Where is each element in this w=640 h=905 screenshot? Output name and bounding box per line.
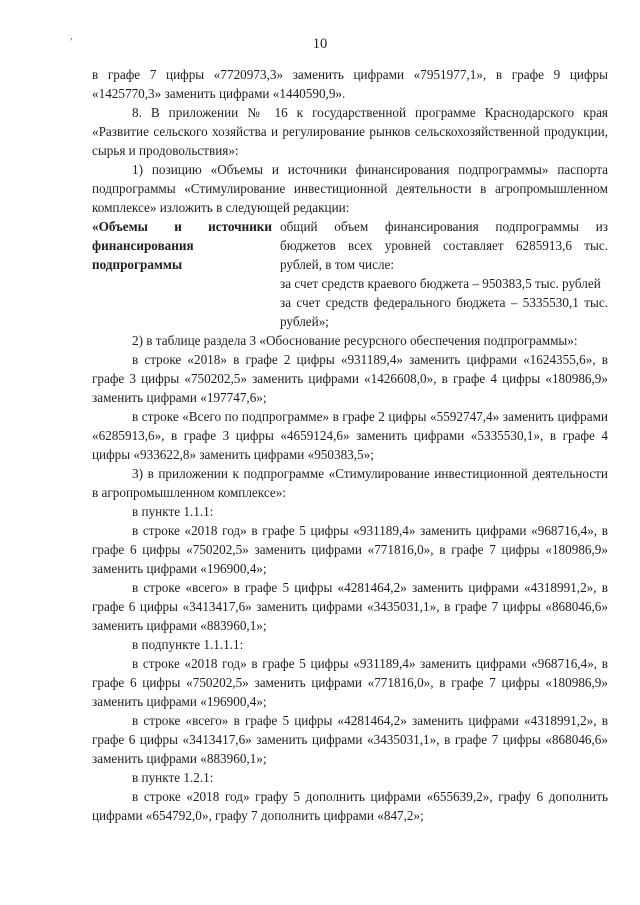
paragraph: в графе 7 цифры «7720973,3» заменить цифрами «7951977,1», в графе 9 цифры «1425770,3» заменить цифрами «1440590,9». [92,67,608,101]
paragraph: 2) в таблице раздела 3 «Обоснование ресурсного обеспечения подпрограммы»: [132,333,578,348]
paragraph: в пункте 1.2.1: [132,770,214,785]
paragraph: 8. В приложении № 16 к государственной программе Краснодарского края «Развитие сельского хозяйства и регулирование рынков сельскохозяйственной продукции, сырья и продовольствия»: [92,105,608,158]
paragraph: 3) в приложении к подпрограмме «Стимулирование инвестиционной деятельности в агропромышленном комплексе»: [92,466,608,500]
passport-line: общий объем финансирования подпрограммы из бюджетов всех уровней составляет 6285913,6 тыс. рублей, в том числе: [280,219,608,272]
page-number: 10 [312,36,328,52]
paragraph: в строке «всего» в графе 5 цифры «4281464,2» заменить цифрами «4318991,2», в графе 6 цифры «3413417,6» заменить цифрами «3435031,1», в графе 7 цифры «868046,6» заменить цифрами «883960,1»; [92,580,608,633]
passport-position-table [92,217,608,331]
paragraph: 1) позицию «Объемы и источники финансирования подпрограммы» паспорта подпрограммы «Стимулирование инвестиционной деятельности в агропромышленном комплексе» изложить в следующей редакции: [92,162,608,215]
paragraph: в пункте 1.1.1: [132,504,214,519]
paragraph: в строке «2018 год» в графе 5 цифры «931189,4» заменить цифрами «968716,4», в графе 6 цифры «750202,5» заменить цифрами «771816,0», в графе 7 цифры «180986,9» заменить цифрами «196900,4»; [92,656,608,709]
paragraph: в строке «Всего по подпрограмме» в графе 2 цифры «5592747,4» заменить цифрами «6285913,6», в графе 3 цифры «4659124,6» заменить цифрами «5335530,1», в графе 4 цифры «933622,8» заменить цифрами «950383,5»; [92,409,608,462]
paragraph: в подпункте 1.1.1.1: [132,637,244,652]
paragraph: в строке «2018 год» в графе 5 цифры «931189,4» заменить цифрами «968716,4», в графе 6 цифры «750202,5» заменить цифрами «771816,0», в графе 7 цифры «180986,9» заменить цифрами «196900,4»; [92,523,608,576]
paragraph: в строке «2018 год» графу 5 дополнить цифрами «655639,2», графу 6 дополнить цифрами «654792,0», графу 7 дополнить цифрами «847,2»; [92,789,608,823]
document-body [92,65,608,825]
passport-right-cell [280,217,608,331]
paragraph: в строке «2018» в графе 2 цифры «931189,4» заменить цифрами «1624355,6», в графе 3 цифры «750202,5» заменить цифрами «1426608,0», в графе 4 цифры «180986,9» заменить цифрами «197747,6»; [92,352,608,405]
passport-line: за счет средств федерального бюджета – 5335530,1 тыс. рублей»; [280,295,608,329]
scan-speck: , [70,31,73,42]
passport-line: за счет средств краевого бюджета – 950383,5 тыс. рублей [280,276,601,291]
passport-left-cell: «Объемы и источники финансирования подпрограммы [92,219,272,272]
paragraph: в строке «всего» в графе 5 цифры «4281464,2» заменить цифрами «4318991,2», в графе 6 цифры «3413417,6» заменить цифрами «3435031,1», в графе 7 цифры «868046,6» заменить цифрами «883960,1»; [92,713,608,766]
